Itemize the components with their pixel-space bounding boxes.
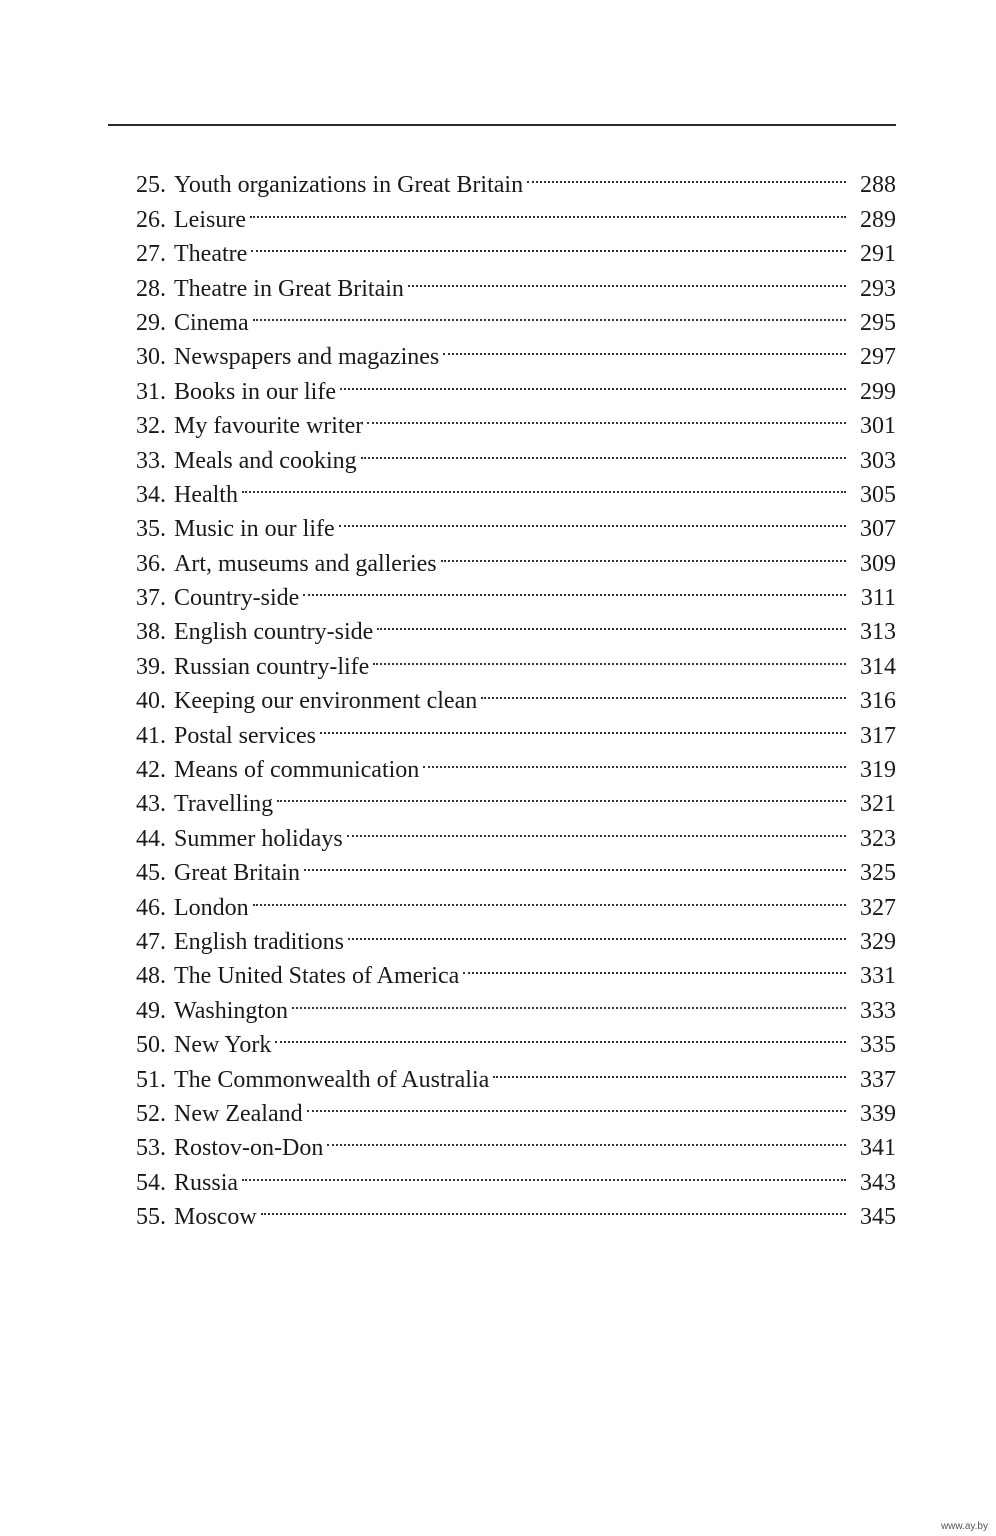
entry-title: Russian country-life: [174, 653, 370, 680]
entry-title: Summer holidays: [174, 825, 343, 852]
entry-page-number: 321: [860, 791, 896, 818]
entry-title: The Commonwealth of Australia: [174, 1066, 490, 1093]
entry-page-number: 305: [860, 481, 896, 508]
entry-number: 44.: [136, 825, 166, 852]
entry-page-number: 311: [860, 585, 896, 612]
entry-number: 50.: [136, 1032, 166, 1059]
entry-page-number: 314: [860, 653, 896, 680]
entry-title: Newspapers and magazines: [174, 344, 440, 371]
entry-number: 37.: [136, 585, 166, 612]
entry-number: 46.: [136, 894, 166, 921]
entry-number: 52.: [136, 1100, 166, 1127]
entry-title: My favourite writer: [174, 413, 364, 440]
entry-number: 31.: [136, 378, 166, 405]
entry-title: Keeping our environment clean: [174, 688, 478, 715]
dot-leader: [408, 261, 846, 295]
dot-leader: [253, 296, 846, 330]
entry-page-number: 299: [860, 378, 896, 405]
entry-title: English country-side: [174, 619, 374, 646]
entry-number: 42.: [136, 757, 166, 784]
entry-page-number: 325: [860, 860, 896, 887]
entry-number: 29.: [136, 309, 166, 336]
entry-title: Books in our life: [174, 378, 336, 405]
entry-title: Travelling: [174, 791, 274, 818]
entry-title: Art, museums and galleries: [174, 550, 437, 577]
entry-title: Theatre: [174, 241, 248, 268]
dot-leader: [340, 364, 846, 398]
entry-number: 51.: [136, 1066, 166, 1093]
entry-page-number: 307: [860, 516, 896, 543]
dot-leader: [377, 605, 846, 639]
toc-entry: [136, 1155, 896, 1196]
dot-leader: [367, 399, 846, 433]
entry-page-number: 335: [860, 1032, 896, 1059]
dot-leader: [373, 639, 846, 673]
dot-leader: [348, 915, 846, 949]
dot-leader: [443, 330, 846, 364]
entry-title: Youth organizations in Great Britain: [174, 172, 524, 199]
entry-number: 48.: [136, 963, 166, 990]
entry-title: London: [174, 894, 249, 921]
entry-number: 55.: [136, 1204, 166, 1231]
dot-leader: [463, 949, 846, 983]
dot-leader: [481, 674, 846, 708]
entry-number: 36.: [136, 550, 166, 577]
entry-title: Music in our life: [174, 516, 335, 543]
entry-number: 49.: [136, 997, 166, 1024]
entry-number: 38.: [136, 619, 166, 646]
entry-number: 35.: [136, 516, 166, 543]
entry-number: 47.: [136, 928, 166, 955]
entry-title: Washington: [174, 997, 289, 1024]
entry-page-number: 301: [860, 413, 896, 440]
entry-page-number: 343: [860, 1169, 896, 1196]
entry-page-number: 317: [860, 722, 896, 749]
entry-title: Meals and cooking: [174, 447, 357, 474]
table-of-contents: [136, 158, 896, 1231]
header-rule: [108, 124, 896, 126]
entry-page-number: 297: [860, 344, 896, 371]
entry-page-number: 289: [860, 206, 896, 233]
dot-leader: [493, 1052, 846, 1086]
entry-page-number: 333: [860, 997, 896, 1024]
toc-entry: [136, 227, 896, 268]
dot-leader: [307, 1087, 846, 1121]
dot-leader: [441, 536, 846, 570]
toc-entry: [136, 330, 896, 371]
dot-leader: [527, 158, 846, 192]
entry-title: Means of communication: [174, 757, 420, 784]
entry-title: Moscow: [174, 1204, 257, 1231]
toc-entry: [136, 1190, 896, 1231]
entry-page-number: 316: [860, 688, 896, 715]
entry-page-number: 291: [860, 241, 896, 268]
entry-page-number: 293: [860, 275, 896, 302]
dot-leader: [292, 983, 846, 1017]
entry-title: Rostov-on-Don: [174, 1135, 324, 1162]
dot-leader: [303, 571, 846, 605]
dot-leader: [339, 502, 846, 536]
entry-number: 41.: [136, 722, 166, 749]
dot-leader: [253, 880, 846, 914]
dot-leader: [361, 433, 846, 467]
dot-leader: [242, 1155, 846, 1189]
entry-number: 54.: [136, 1169, 166, 1196]
entry-title: English traditions: [174, 928, 344, 955]
entry-number: 53.: [136, 1135, 166, 1162]
entry-number: 30.: [136, 344, 166, 371]
toc-entry: [136, 192, 896, 233]
entry-page-number: 319: [860, 757, 896, 784]
entry-page-number: 288: [860, 172, 896, 199]
entry-title: Theatre in Great Britain: [174, 275, 404, 302]
entry-page-number: 327: [860, 894, 896, 921]
entry-page-number: 303: [860, 447, 896, 474]
entry-title: Health: [174, 481, 238, 508]
entry-page-number: 295: [860, 309, 896, 336]
entry-number: 43.: [136, 791, 166, 818]
entry-number: 39.: [136, 653, 166, 680]
entry-page-number: 323: [860, 825, 896, 852]
entry-page-number: 337: [860, 1066, 896, 1093]
entry-page-number: 341: [860, 1135, 896, 1162]
dot-leader: [327, 1121, 846, 1155]
dot-leader: [275, 1018, 846, 1052]
entry-number: 33.: [136, 447, 166, 474]
dot-leader: [423, 743, 846, 777]
dot-leader: [304, 846, 846, 880]
dot-leader: [251, 227, 846, 261]
toc-entry: [136, 915, 896, 955]
entry-number: 32.: [136, 413, 166, 440]
entry-number: 27.: [136, 241, 166, 268]
entry-number: 25.: [136, 172, 166, 199]
entry-page-number: 331: [860, 963, 896, 990]
entry-page-number: 309: [860, 550, 896, 577]
dot-leader: [320, 708, 846, 742]
entry-title: Russia: [174, 1169, 239, 1196]
entry-number: 26.: [136, 206, 166, 233]
entry-page-number: 329: [860, 928, 896, 955]
entry-page-number: 339: [860, 1100, 896, 1127]
toc-entry: [136, 261, 896, 302]
entry-number: 34.: [136, 481, 166, 508]
entry-page-number: 345: [860, 1204, 896, 1231]
entry-number: 28.: [136, 275, 166, 302]
entry-title: New Zealand: [174, 1100, 303, 1127]
entry-number: 45.: [136, 860, 166, 887]
dot-leader: [347, 811, 846, 845]
dot-leader: [242, 468, 846, 502]
dot-leader: [261, 1190, 846, 1224]
entry-title: Leisure: [174, 206, 246, 233]
entry-title: Country-side: [174, 585, 300, 612]
entry-number: 40.: [136, 688, 166, 715]
toc-entry: [136, 158, 896, 199]
watermark: www.ay.by: [940, 1521, 988, 1532]
entry-title: New York: [174, 1032, 272, 1059]
entry-title: Postal services: [174, 722, 316, 749]
entry-title: Great Britain: [174, 860, 300, 887]
toc-entry: [136, 468, 896, 508]
dot-leader: [277, 777, 846, 811]
entry-page-number: 313: [860, 619, 896, 646]
entry-title: The United States of America: [174, 963, 460, 990]
toc-entry: [136, 502, 896, 543]
dot-leader: [250, 192, 846, 226]
entry-title: Cinema: [174, 309, 249, 336]
